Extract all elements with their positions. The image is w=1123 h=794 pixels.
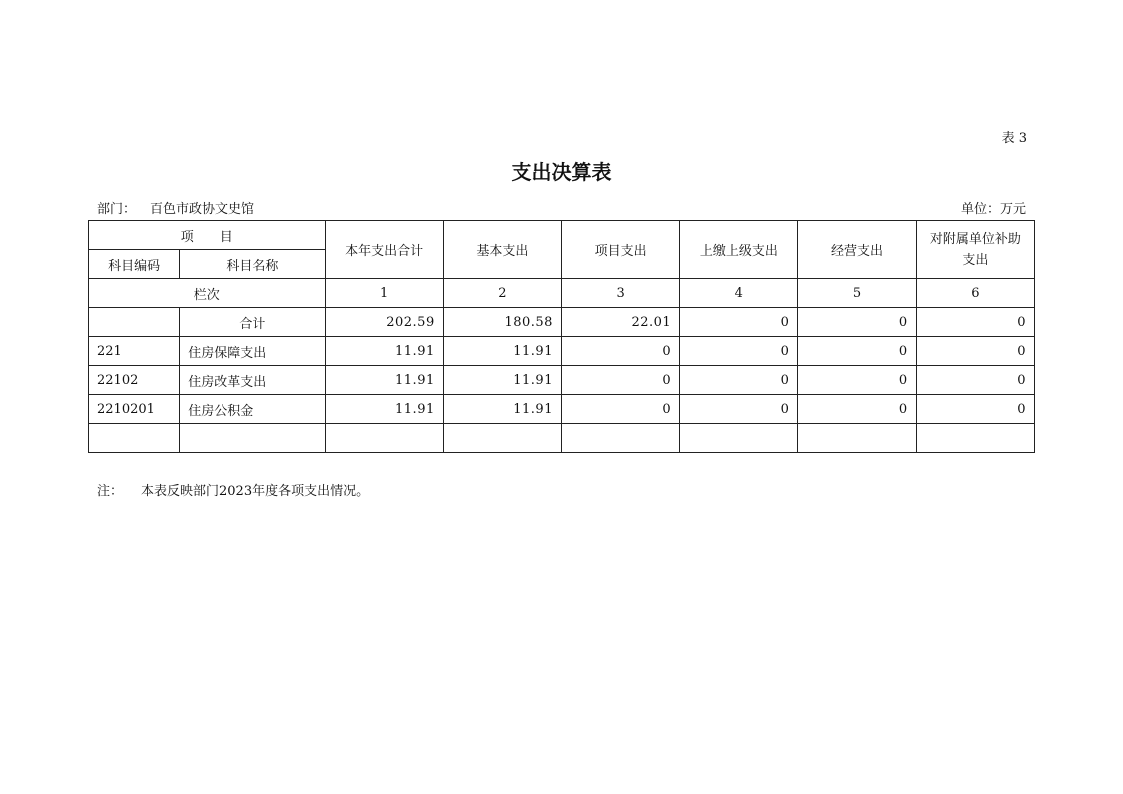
header-project: 项目支出 (561, 221, 679, 279)
subject-code: 22102 (89, 366, 180, 395)
subject-name: 住房公积金 (180, 395, 325, 424)
subject-code: 221 (89, 337, 180, 366)
row-value: 0 (798, 337, 916, 366)
row-value: 11.91 (443, 337, 561, 366)
footnote (97, 480, 369, 499)
total-value: 180.58 (443, 308, 561, 337)
row-value: 11.91 (443, 366, 561, 395)
header-item: 项 目 (89, 221, 326, 250)
header-upper: 上缴上级支出 (680, 221, 798, 279)
row-value: 0 (916, 366, 1034, 395)
empty-cell (443, 424, 561, 453)
row-value: 11.91 (325, 337, 443, 366)
total-value: 0 (680, 308, 798, 337)
empty-cell (916, 424, 1034, 453)
column-label: 栏次 (89, 279, 326, 308)
column-number: 6 (916, 279, 1034, 308)
total-value: 0 (798, 308, 916, 337)
column-number: 2 (443, 279, 561, 308)
subject-name: 住房保障支出 (180, 337, 325, 366)
column-number: 3 (561, 279, 679, 308)
total-code-cell (89, 308, 180, 337)
empty-cell (180, 424, 325, 453)
row-value: 0 (680, 366, 798, 395)
column-number-row (89, 279, 1035, 308)
empty-cell (325, 424, 443, 453)
row-value: 0 (561, 395, 679, 424)
header-basic: 基本支出 (443, 221, 561, 279)
total-value: 202.59 (325, 308, 443, 337)
column-number: 4 (680, 279, 798, 308)
empty-cell (561, 424, 679, 453)
row-value: 0 (561, 366, 679, 395)
row-value: 0 (561, 337, 679, 366)
total-value: 0 (916, 308, 1034, 337)
subject-code: 2210201 (89, 395, 180, 424)
table-row (89, 366, 1035, 395)
total-row (89, 308, 1035, 337)
row-value: 11.91 (443, 395, 561, 424)
empty-cell (89, 424, 180, 453)
department-name: 百色市政协文史馆 (150, 202, 255, 217)
department-line (97, 198, 254, 217)
column-number: 5 (798, 279, 916, 308)
header-subsidy: 对附属单位补助支出 (916, 221, 1034, 279)
subject-name: 住房改革支出 (180, 366, 325, 395)
row-value: 0 (798, 366, 916, 395)
row-value: 0 (680, 337, 798, 366)
expenditure-table (88, 220, 1035, 453)
header-code: 科目编码 (89, 250, 180, 279)
header-row-1 (89, 221, 1035, 250)
row-value: 11.91 (325, 366, 443, 395)
row-value: 0 (916, 337, 1034, 366)
table-number: 表 3 (1001, 131, 1027, 146)
header-business: 经营支出 (798, 221, 916, 279)
page-title: 支出决算表 (511, 160, 612, 184)
row-value: 0 (916, 395, 1034, 424)
empty-cell (680, 424, 798, 453)
column-number: 1 (325, 279, 443, 308)
footnote-label: 注： (97, 484, 124, 499)
department-label: 部门： (97, 202, 137, 217)
table-row (89, 337, 1035, 366)
row-value: 0 (680, 395, 798, 424)
header-name: 科目名称 (180, 250, 325, 279)
row-value: 11.91 (325, 395, 443, 424)
total-label: 合计 (180, 308, 325, 337)
empty-cell (798, 424, 916, 453)
table-row (89, 395, 1035, 424)
total-value: 22.01 (561, 308, 679, 337)
unit-label: 单位：万元 (960, 202, 1026, 217)
header-total: 本年支出合计 (325, 221, 443, 279)
footnote-text: 本表反映部门2023年度各项支出情况。 (141, 484, 370, 499)
row-value: 0 (798, 395, 916, 424)
empty-row (89, 424, 1035, 453)
